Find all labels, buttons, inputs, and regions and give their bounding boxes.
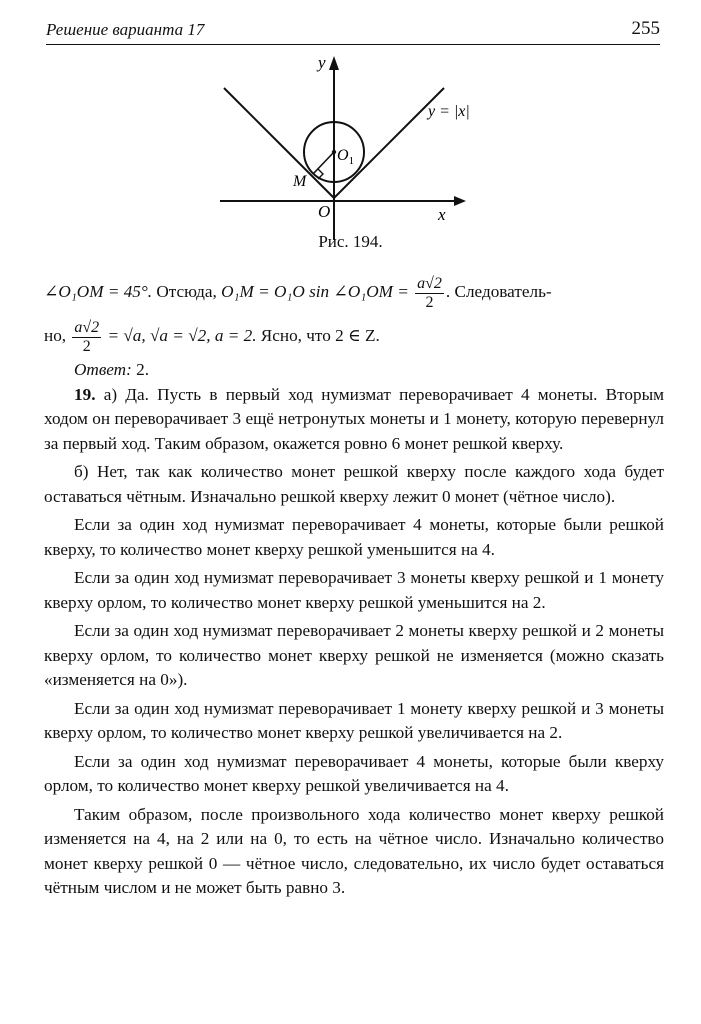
- solution-text: [44, 270, 664, 901]
- case-paragraph-4: Если за один ход нумизмат переворачивает 1 монету кверху решкой и 3 монеты кверху орлом, то количество монет кверху решкой увеличивается на 2.: [44, 698, 664, 742]
- fraction-2-den: 2: [82, 337, 91, 355]
- figure-caption: Рис. 194.: [318, 232, 383, 251]
- x-axis-label: x: [438, 205, 446, 224]
- answer-value: 2.: [136, 360, 150, 379]
- fraction-1: [415, 275, 444, 312]
- formula-line-2: [44, 314, 664, 358]
- page-number: 255: [631, 18, 660, 39]
- formula-line-1: [44, 270, 664, 314]
- case-paragraph-3: Если за один ход нумизмат переворачивает 2 монеты кверху решкой и 2 монеты кверху орлом, то количество монет кверху решкой не изменяется (можно сказать «изменяется на 0»).: [44, 621, 664, 689]
- header-title: Решение варианта 17: [46, 20, 205, 39]
- figure-194: [220, 50, 490, 240]
- center-letter: O: [337, 147, 349, 164]
- center-label: [337, 147, 354, 167]
- radius-o1m: [313, 152, 334, 174]
- problem-19-part-b: б) Нет, так как количество монет решкой кверху после каждого хода будет оставаться чётным. Изначально решкой кверху лежит 0 монет (чётное число).: [44, 462, 664, 506]
- conclusion-paragraph: Таким образом, после произвольного хода количество монет кверху решкой изменяется на 4, на 2 или на 0, то есть на чётное число. Изначально количество монет кверху решкой 0 — чётное число, следовательно, их число будет оставаться чётным числом и не может быть равно 3.: [44, 804, 664, 897]
- line2-head: но,: [44, 326, 67, 345]
- case-paragraph-2: Если за один ход нумизмат переворачивает 3 монеты кверху решкой и 1 монету кверху орлом, то количество монет кверху решкой уменьшится на 2.: [44, 568, 664, 612]
- fraction-1-num: a√2: [417, 274, 442, 292]
- y-axis-label: y: [318, 53, 326, 72]
- case-paragraph-5: Если за один ход нумизмат переворачивает 4 монеты, которые были кверху орлом, то количество монет кверху решкой увеличивается на 4.: [44, 751, 664, 795]
- fraction-2: [72, 319, 101, 356]
- distance-equation: O₁M = O₁O sin ∠O₁OM =: [221, 282, 409, 301]
- answer-label: Ответ:: [74, 360, 132, 379]
- problem-19-part-a-text: а) Да. Пусть в первый ход нумизмат переворачивает 4 монеты. Вторым ходом он переворачивает 3 ещё нетронутых монеты и 1 монету, которую перевернул за первый ход. Таким образом, окажется ровно 6 монет решкой кверху.: [44, 384, 665, 453]
- fraction-1-den: 2: [425, 293, 434, 311]
- problem-19-number: 19.: [74, 384, 96, 404]
- y-axis-arrow: [329, 56, 339, 70]
- running-header: [46, 16, 660, 45]
- line2-tail: Ясно, что 2 ∈ Z.: [260, 326, 380, 345]
- answer-line: [74, 358, 664, 383]
- fraction-2-num: a√2: [74, 318, 100, 336]
- so-word: Отсюда,: [156, 282, 217, 301]
- graph-left-branch: [224, 88, 334, 198]
- line2-equation: = √a, √a = √2, a = 2.: [107, 326, 257, 345]
- center-point: [332, 150, 336, 154]
- center-subscript: 1: [348, 155, 355, 167]
- curve-label: y = |x|: [428, 103, 470, 120]
- angle-equation: ∠O₁OM = 45°.: [44, 282, 153, 301]
- case-paragraph-1: Если за один ход нумизмат переворачивает 4 монеты, которые были решкой кверху, то количество монет кверху решкой уменьшится на 4.: [44, 515, 664, 559]
- point-m-label: M: [293, 173, 307, 190]
- problem-19-part-a: [44, 383, 664, 457]
- line1-tail: . Следователь-: [445, 282, 552, 301]
- origin-label: O: [318, 202, 331, 221]
- right-angle-mark: [318, 169, 323, 179]
- x-axis-arrow: [454, 196, 466, 206]
